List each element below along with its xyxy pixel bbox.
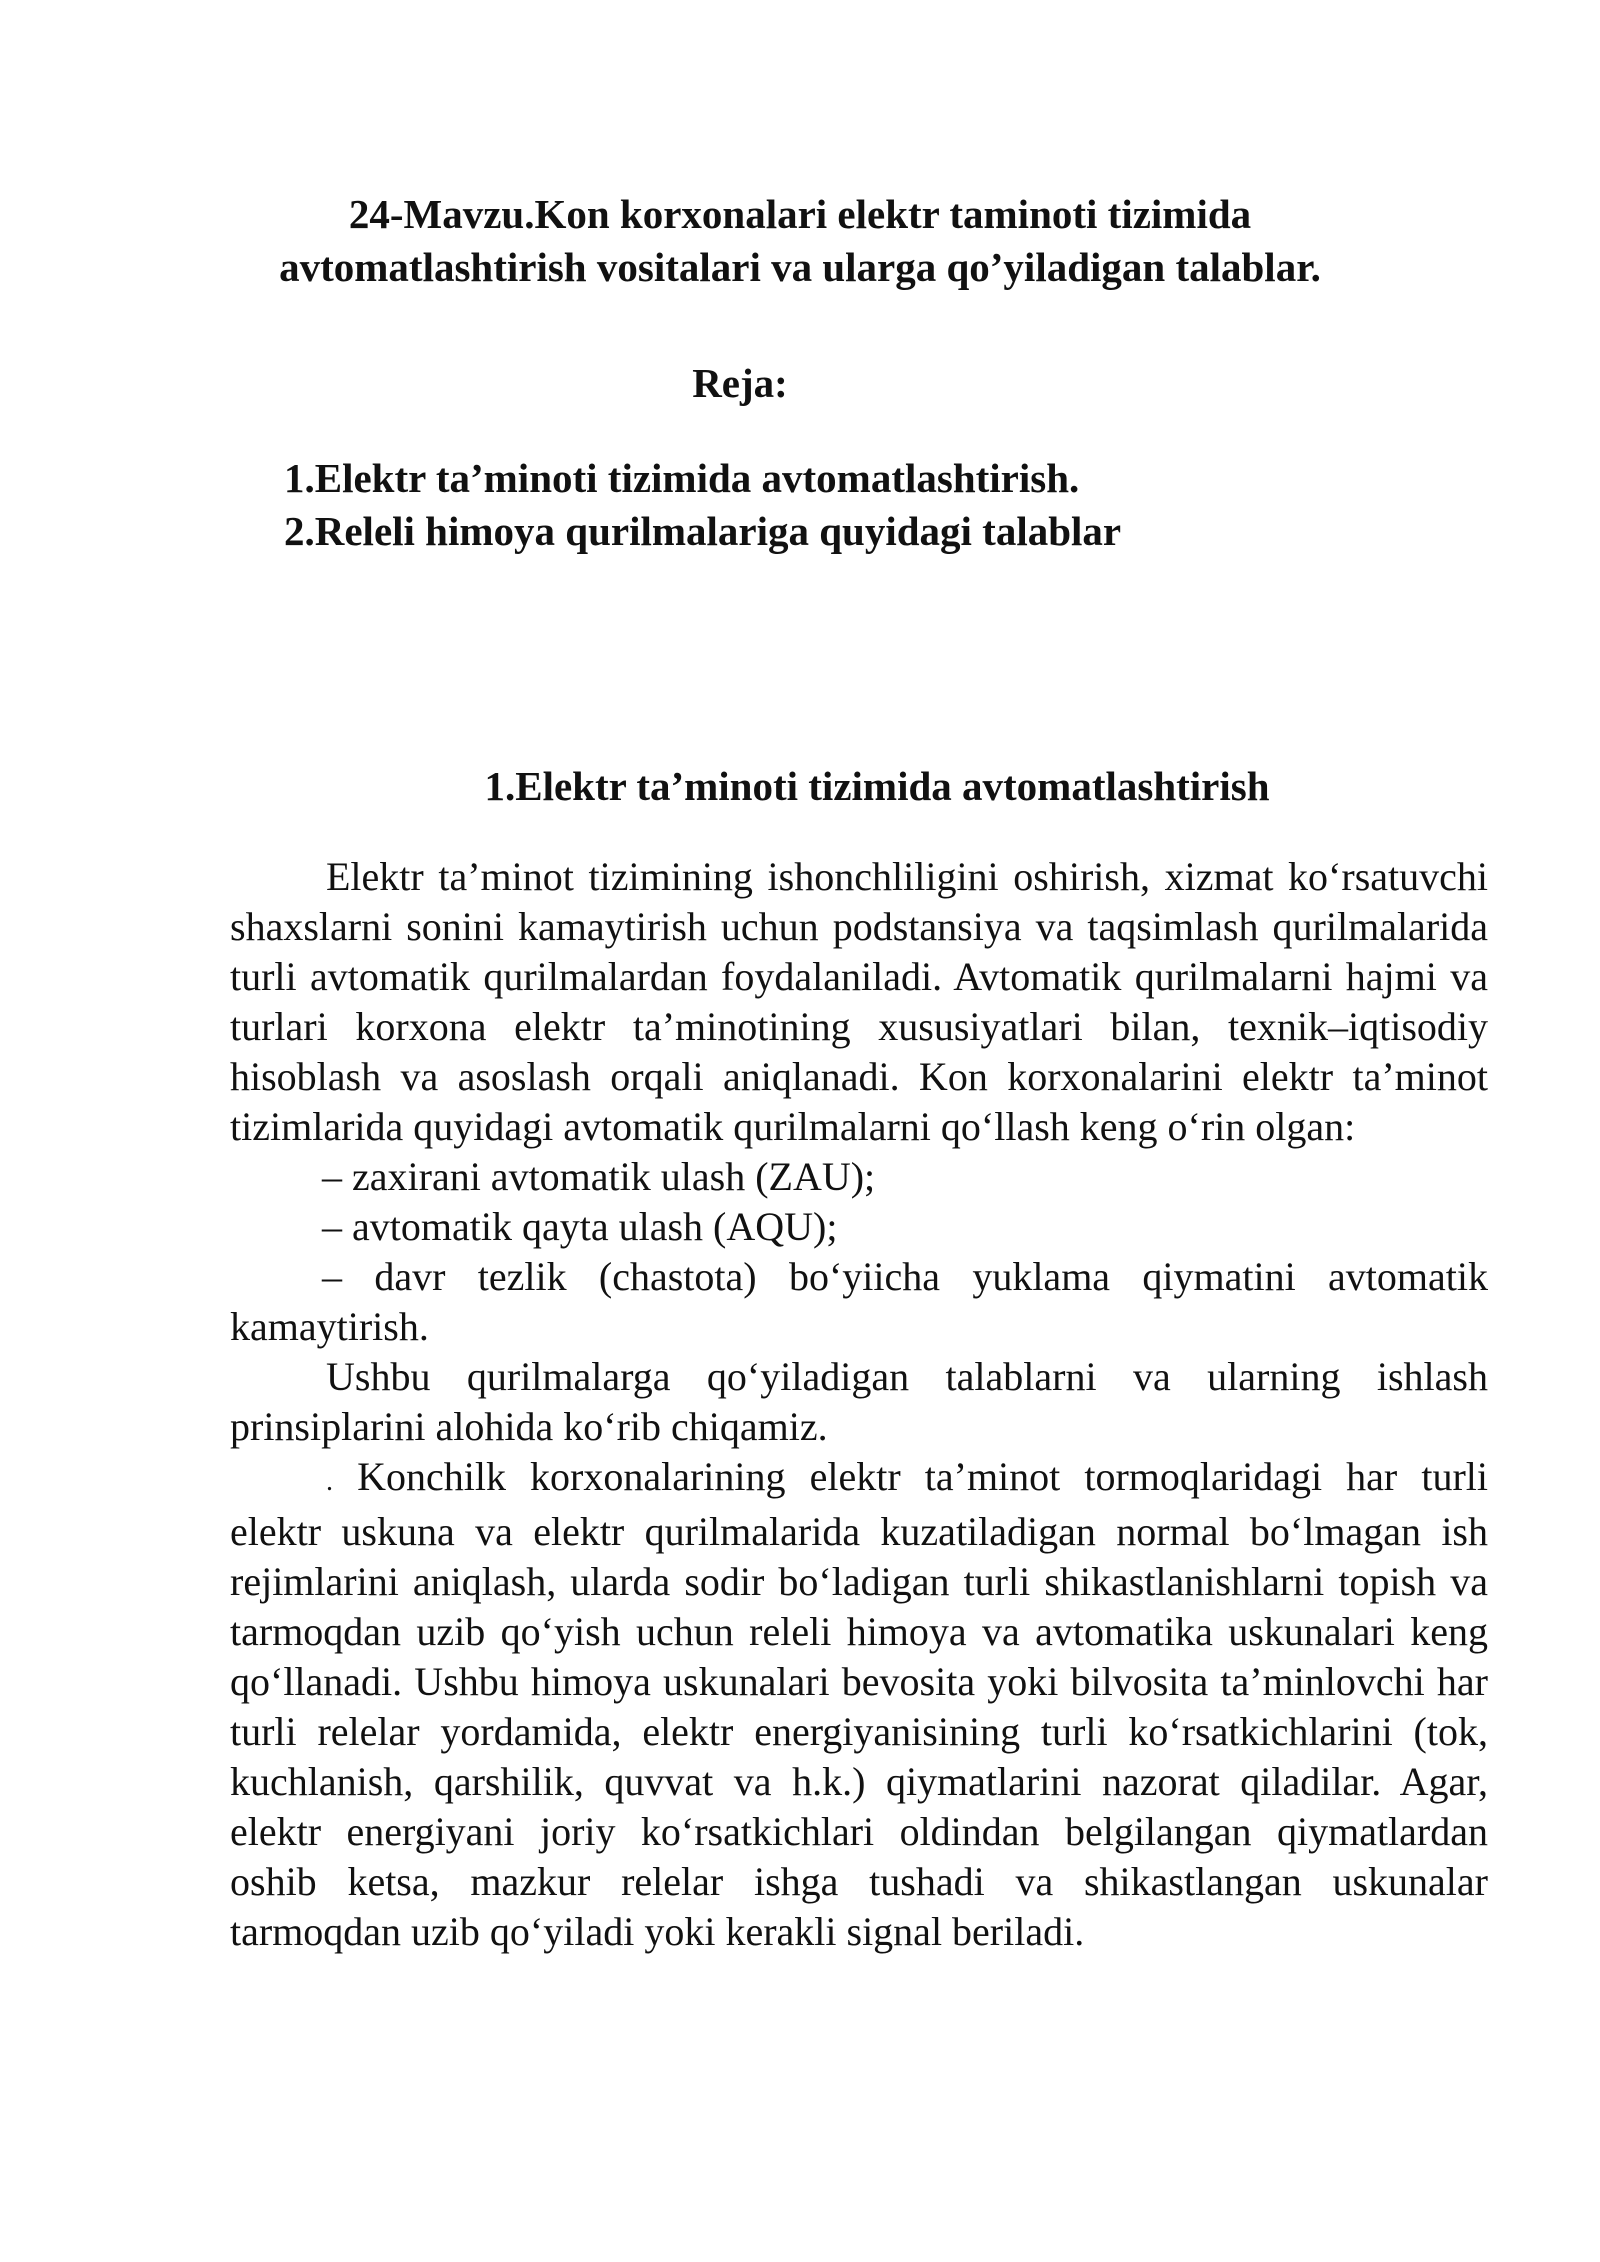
- body-text: [230, 852, 1488, 1957]
- paragraph: Ushbu qurilmalarga qo‘yiladigan talablarni va ularning ishlash prinsiplarini alohida ko‘rib chiqamiz.: [230, 1354, 1488, 1449]
- plan-list: [284, 452, 1121, 558]
- section-heading: 1.Elektr ta’minoti tizimida avtomatlashtirish: [484, 763, 1270, 809]
- list-item: – avtomatik qayta ulash (AQU);: [322, 1204, 838, 1249]
- document-title: [230, 188, 1370, 294]
- plan-heading: Reja:: [692, 360, 788, 406]
- list-item: – zaxirani avtomatik ulash (ZAU);: [322, 1154, 876, 1199]
- plan-item: 2.Releli himoya qurilmalariga quyidagi talablar: [284, 508, 1122, 554]
- paragraph-text: Konchilk korxonalarining elektr ta’minot tormoqlaridagi har turli elektr uskuna va elektr qurilmalarida kuzatiladigan normal bo‘lmagan ish rejimlarini aniqlash, ularda sodir bo‘ladigan turli shikastlanishlarni topish va tarmoqdan uzib qo‘yish uchun releli himoya va avtomatika uskunalari keng qo‘llanadi. Ushbu himoya uskunalari bevosita yoki bilvosita ta’minlovchi har turli relelar yordamida, elektr energiyanisining turli ko‘rsatkichlarini (tok, kuchlanish, qarshilik, quvvat va h.k.) qiymatlarini nazorat qiladilar. Agar, elektr energiyani joriy ko‘rsatkichlari oldindan belgilangan qiymatlardan oshib ketsa, mazkur relelar ishga tushadi va shikastlangan uskunalar tarmoqdan uzib qo‘yiladi yoki kerakli signal beriladi.: [230, 1454, 1488, 1954]
- paragraph-lead-dot: .: [326, 1466, 333, 1497]
- title-line-1: 24-Mavzu.Kon korxonalari elektr taminoti tizimida: [348, 191, 1252, 237]
- plan-item: 1.Elektr ta’minoti tizimida avtomatlashtirish.: [284, 455, 1080, 501]
- paragraph: [230, 1452, 1488, 1957]
- title-line-2: avtomatlashtirish vositalari va ularga qo’yiladigan talablar.: [279, 244, 1321, 290]
- list-item: – davr tezlik (chastota) bo‘yiicha yuklama qiymatini avtomatik kamaytirish.: [230, 1254, 1488, 1349]
- paragraph: Elektr ta’minot tizimining ishonchliligini oshirish, xizmat ko‘rsatuvchi shaxslarni sonini kamaytirish uchun podstansiya va taqsimlash qurilmalarida turli avtomatik qurilmalardan foydalaniladi. Avtomatik qurilmalarni hajmi va turlari korxona elektr ta’minotining xususiyatlari bilan, texnik–iqtisodiy hisoblash va asoslash orqali aniqlanadi. Kon korxonalarini elektr ta’minot tizimlarida quyidagi avtomatik qurilmalarni qo‘llash keng o‘rin olgan:: [230, 854, 1488, 1149]
